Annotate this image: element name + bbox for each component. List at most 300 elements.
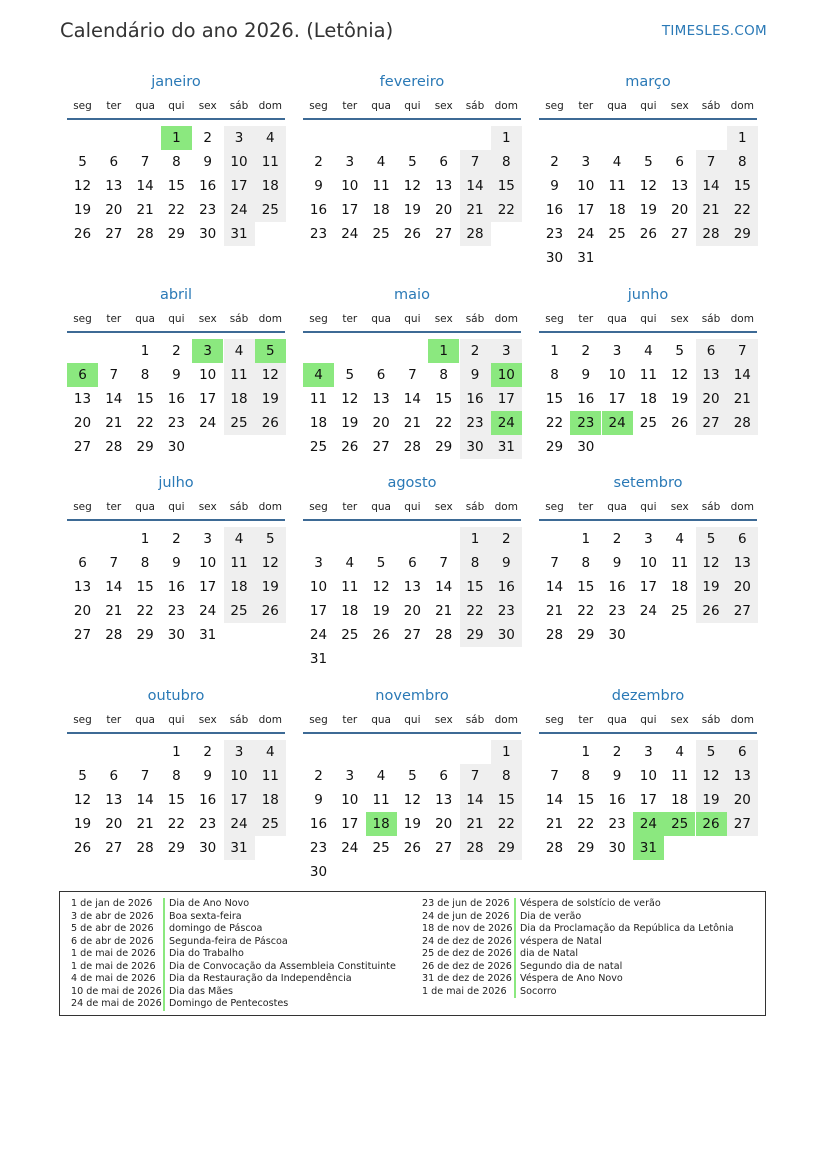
- day-cell[interactable]: 8: [550, 367, 559, 383]
- day-cell[interactable]: 15: [491, 788, 522, 812]
- day-cell[interactable]: 11: [372, 178, 390, 194]
- day-cell[interactable]: 1: [491, 740, 522, 764]
- day-cell[interactable]: 29: [577, 627, 595, 643]
- day-cell[interactable]: 20: [435, 816, 453, 832]
- day-cell[interactable]: 17: [224, 788, 255, 812]
- day-cell[interactable]: 13: [727, 551, 758, 575]
- day-cell[interactable]: 14: [136, 792, 154, 808]
- day-cell[interactable]: 8: [172, 154, 181, 170]
- day-cell[interactable]: 2: [172, 531, 181, 547]
- day-cell[interactable]: 4: [224, 339, 255, 363]
- day-cell[interactable]: 1: [581, 531, 591, 547]
- day-cell[interactable]: 26: [255, 411, 286, 435]
- day-cell[interactable]: 24: [199, 603, 217, 619]
- day-cell[interactable]: 4: [675, 531, 684, 547]
- day-cell[interactable]: 23: [167, 603, 185, 619]
- day-cell[interactable]: 29: [460, 623, 491, 647]
- day-cell[interactable]: 1: [581, 744, 591, 760]
- day-cell[interactable]: 10: [199, 367, 217, 383]
- day-cell[interactable]: 11: [372, 792, 390, 808]
- day-cell[interactable]: 24: [341, 840, 359, 856]
- day-cell[interactable]: 6: [408, 555, 417, 571]
- day-cell[interactable]: 23: [460, 411, 491, 435]
- day-cell[interactable]: 27: [105, 226, 123, 242]
- day-cell[interactable]: 17: [491, 387, 522, 411]
- day-cell[interactable]: 10: [341, 792, 359, 808]
- day-cell[interactable]: 4: [376, 154, 386, 170]
- day-cell[interactable]: 3: [345, 154, 355, 170]
- day-cell[interactable]: 12: [403, 178, 421, 194]
- day-cell[interactable]: 31: [309, 651, 328, 667]
- day-cell[interactable]: 12: [255, 551, 286, 575]
- day-cell[interactable]: 1: [727, 126, 758, 150]
- day-cell[interactable]: 27: [435, 226, 453, 242]
- day-cell[interactable]: 24: [309, 627, 328, 643]
- day-cell[interactable]: 29: [136, 627, 154, 643]
- day-cell[interactable]: 11: [224, 551, 255, 575]
- day-cell[interactable]: 7: [460, 150, 491, 174]
- day-cell[interactable]: 28: [136, 226, 154, 242]
- day-cell[interactable]: 2: [314, 154, 323, 170]
- day-cell[interactable]: 30: [199, 226, 217, 242]
- day-cell[interactable]: 5: [675, 343, 684, 359]
- day-cell[interactable]: 4: [224, 527, 255, 551]
- day-cell[interactable]: 3: [314, 555, 323, 571]
- day-cell[interactable]: 11: [255, 150, 286, 174]
- day-cell[interactable]: 27: [435, 840, 453, 856]
- day-cell[interactable]: 18: [224, 387, 255, 411]
- day-cell[interactable]: 16: [199, 178, 217, 194]
- day-cell[interactable]: 2: [203, 130, 212, 146]
- day-cell[interactable]: 20: [403, 603, 421, 619]
- day-cell[interactable]: 9: [172, 367, 181, 383]
- day-cell[interactable]: 14: [105, 579, 123, 595]
- day-cell[interactable]: 21: [435, 603, 453, 619]
- day-cell[interactable]: 4: [644, 343, 653, 359]
- day-cell[interactable]: 23: [570, 411, 601, 435]
- day-cell[interactable]: 10: [491, 363, 522, 387]
- day-cell[interactable]: 15: [727, 174, 758, 198]
- day-cell[interactable]: 13: [727, 764, 758, 788]
- day-cell[interactable]: 20: [73, 415, 92, 431]
- day-cell[interactable]: 25: [608, 226, 626, 242]
- day-cell[interactable]: 1: [140, 343, 150, 359]
- day-cell[interactable]: 15: [435, 391, 453, 407]
- day-cell[interactable]: 10: [341, 178, 359, 194]
- day-cell[interactable]: 8: [439, 367, 448, 383]
- day-cell[interactable]: 20: [727, 575, 758, 599]
- day-cell[interactable]: 20: [671, 202, 689, 218]
- day-cell[interactable]: 15: [577, 792, 595, 808]
- day-cell[interactable]: 12: [73, 178, 92, 194]
- day-cell[interactable]: 21: [460, 198, 491, 222]
- day-cell[interactable]: 15: [167, 792, 185, 808]
- day-cell[interactable]: 28: [105, 439, 123, 455]
- day-cell[interactable]: 20: [435, 202, 453, 218]
- day-cell[interactable]: 15: [491, 174, 522, 198]
- day-cell[interactable]: 3: [345, 768, 355, 784]
- day-cell[interactable]: 3: [203, 531, 212, 547]
- day-cell[interactable]: 21: [727, 387, 758, 411]
- day-cell[interactable]: 18: [671, 792, 689, 808]
- day-cell[interactable]: 21: [136, 202, 154, 218]
- day-cell[interactable]: 28: [727, 411, 758, 435]
- day-cell[interactable]: 16: [199, 792, 217, 808]
- day-cell[interactable]: 10: [224, 764, 255, 788]
- day-cell[interactable]: 20: [727, 788, 758, 812]
- day-cell[interactable]: 31: [224, 222, 255, 246]
- day-cell[interactable]: 9: [581, 367, 591, 383]
- day-cell[interactable]: 5: [78, 154, 87, 170]
- day-cell[interactable]: 14: [545, 579, 564, 595]
- day-cell[interactable]: 4: [303, 363, 334, 387]
- day-cell[interactable]: 28: [105, 627, 123, 643]
- day-cell[interactable]: 25: [639, 415, 657, 431]
- day-cell[interactable]: 22: [577, 816, 595, 832]
- day-cell[interactable]: 19: [372, 603, 390, 619]
- day-cell[interactable]: 26: [255, 599, 286, 623]
- day-cell[interactable]: 30: [577, 439, 595, 455]
- day-cell[interactable]: 31: [199, 627, 217, 643]
- day-cell[interactable]: 7: [140, 154, 150, 170]
- day-cell[interactable]: 21: [403, 415, 421, 431]
- day-cell[interactable]: 10: [224, 150, 255, 174]
- day-cell[interactable]: 26: [671, 415, 689, 431]
- day-cell[interactable]: 24: [224, 198, 255, 222]
- day-cell[interactable]: 9: [172, 555, 181, 571]
- day-cell[interactable]: 22: [727, 198, 758, 222]
- day-cell[interactable]: 24: [224, 812, 255, 836]
- day-cell[interactable]: 5: [696, 527, 727, 551]
- day-cell[interactable]: 16: [309, 816, 328, 832]
- day-cell[interactable]: 21: [545, 816, 564, 832]
- day-cell[interactable]: 14: [545, 792, 564, 808]
- day-cell[interactable]: 19: [255, 387, 286, 411]
- day-cell[interactable]: 28: [403, 439, 421, 455]
- day-cell[interactable]: 22: [167, 202, 185, 218]
- day-cell[interactable]: 27: [696, 411, 727, 435]
- day-cell[interactable]: 5: [255, 339, 286, 363]
- day-cell[interactable]: 19: [639, 202, 657, 218]
- day-cell[interactable]: 19: [341, 415, 359, 431]
- day-cell[interactable]: 23: [167, 415, 185, 431]
- day-cell[interactable]: 26: [73, 840, 92, 856]
- day-cell[interactable]: 14: [460, 174, 491, 198]
- day-cell[interactable]: 13: [73, 391, 92, 407]
- day-cell[interactable]: 23: [608, 816, 626, 832]
- day-cell[interactable]: 14: [696, 174, 727, 198]
- day-cell[interactable]: 28: [460, 836, 491, 860]
- day-cell[interactable]: 9: [314, 178, 323, 194]
- day-cell[interactable]: 11: [309, 391, 328, 407]
- day-cell[interactable]: 9: [550, 178, 559, 194]
- day-cell[interactable]: 27: [372, 439, 390, 455]
- day-cell[interactable]: 30: [608, 840, 626, 856]
- day-cell[interactable]: 16: [608, 792, 626, 808]
- day-cell[interactable]: 29: [167, 226, 185, 242]
- day-cell[interactable]: 26: [696, 599, 727, 623]
- day-cell[interactable]: 31: [491, 435, 522, 459]
- day-cell[interactable]: 11: [671, 768, 689, 784]
- day-cell[interactable]: 6: [696, 339, 727, 363]
- day-cell[interactable]: 28: [435, 627, 453, 643]
- day-cell[interactable]: 6: [727, 740, 758, 764]
- day-cell[interactable]: 8: [172, 768, 181, 784]
- day-cell[interactable]: 26: [73, 226, 92, 242]
- day-cell[interactable]: 6: [727, 527, 758, 551]
- day-cell[interactable]: 11: [608, 178, 626, 194]
- day-cell[interactable]: 21: [136, 816, 154, 832]
- brand-link[interactable]: TIMESLES.COM: [661, 23, 767, 39]
- day-cell[interactable]: 9: [491, 551, 522, 575]
- day-cell[interactable]: 5: [696, 740, 727, 764]
- day-cell[interactable]: 11: [639, 367, 657, 383]
- day-cell[interactable]: 23: [309, 840, 328, 856]
- day-cell[interactable]: 17: [577, 202, 595, 218]
- day-cell[interactable]: 2: [172, 343, 181, 359]
- day-cell[interactable]: 19: [73, 816, 92, 832]
- day-cell[interactable]: 20: [372, 415, 390, 431]
- day-cell[interactable]: 15: [577, 579, 595, 595]
- day-cell[interactable]: 19: [255, 575, 286, 599]
- day-cell[interactable]: 25: [224, 599, 255, 623]
- day-cell[interactable]: 8: [140, 367, 150, 383]
- day-cell[interactable]: 3: [224, 740, 255, 764]
- day-cell[interactable]: 6: [67, 363, 98, 387]
- day-cell[interactable]: 25: [341, 627, 359, 643]
- day-cell[interactable]: 16: [460, 387, 491, 411]
- day-cell[interactable]: 18: [639, 391, 657, 407]
- day-cell[interactable]: 5: [345, 367, 355, 383]
- day-cell[interactable]: 19: [73, 202, 92, 218]
- day-cell[interactable]: 5: [408, 154, 417, 170]
- day-cell[interactable]: 26: [372, 627, 390, 643]
- day-cell[interactable]: 28: [545, 840, 564, 856]
- day-cell[interactable]: 19: [403, 202, 421, 218]
- day-cell[interactable]: 8: [727, 150, 758, 174]
- day-cell[interactable]: 1: [428, 339, 459, 363]
- day-cell[interactable]: 2: [612, 744, 622, 760]
- day-cell[interactable]: 17: [639, 792, 657, 808]
- day-cell[interactable]: 9: [460, 363, 491, 387]
- day-cell[interactable]: 31: [577, 250, 595, 266]
- day-cell[interactable]: 23: [545, 226, 564, 242]
- day-cell[interactable]: 4: [376, 768, 386, 784]
- day-cell[interactable]: 11: [255, 764, 286, 788]
- day-cell[interactable]: 19: [696, 575, 727, 599]
- day-cell[interactable]: 2: [550, 154, 559, 170]
- day-cell[interactable]: 1: [140, 531, 150, 547]
- day-cell[interactable]: 30: [491, 623, 522, 647]
- day-cell[interactable]: 1: [550, 343, 559, 359]
- day-cell[interactable]: 25: [372, 840, 390, 856]
- day-cell[interactable]: 8: [581, 555, 591, 571]
- day-cell[interactable]: 28: [460, 222, 491, 246]
- day-cell[interactable]: 6: [376, 367, 386, 383]
- day-cell[interactable]: 27: [73, 627, 92, 643]
- day-cell[interactable]: 18: [255, 788, 286, 812]
- day-cell[interactable]: 24: [199, 415, 217, 431]
- day-cell[interactable]: 15: [136, 579, 154, 595]
- day-cell[interactable]: 7: [408, 367, 417, 383]
- day-cell[interactable]: 3: [581, 154, 591, 170]
- day-cell[interactable]: 2: [203, 744, 212, 760]
- day-cell[interactable]: 24: [577, 226, 595, 242]
- day-cell[interactable]: 20: [105, 816, 123, 832]
- day-cell[interactable]: 18: [608, 202, 626, 218]
- day-cell[interactable]: 8: [460, 551, 491, 575]
- day-cell[interactable]: 7: [140, 768, 150, 784]
- day-cell[interactable]: 12: [696, 551, 727, 575]
- day-cell[interactable]: 3: [644, 531, 653, 547]
- day-cell[interactable]: 10: [608, 367, 626, 383]
- day-cell[interactable]: 8: [140, 555, 150, 571]
- day-cell[interactable]: 22: [545, 415, 564, 431]
- day-cell[interactable]: 25: [664, 812, 695, 836]
- day-cell[interactable]: 3: [192, 339, 223, 363]
- day-cell[interactable]: 11: [224, 363, 255, 387]
- day-cell[interactable]: 1: [172, 744, 181, 760]
- day-cell[interactable]: 2: [491, 527, 522, 551]
- day-cell[interactable]: 14: [435, 579, 453, 595]
- day-cell[interactable]: 10: [639, 768, 657, 784]
- day-cell[interactable]: 7: [109, 555, 119, 571]
- day-cell[interactable]: 16: [608, 579, 626, 595]
- day-cell[interactable]: 16: [167, 391, 185, 407]
- day-cell[interactable]: 26: [403, 226, 421, 242]
- day-cell[interactable]: 13: [105, 178, 123, 194]
- day-cell[interactable]: 9: [612, 768, 622, 784]
- day-cell[interactable]: 30: [309, 864, 328, 880]
- day-cell[interactable]: 21: [545, 603, 564, 619]
- day-cell[interactable]: 13: [73, 579, 92, 595]
- day-cell[interactable]: 24: [639, 603, 657, 619]
- day-cell[interactable]: 22: [460, 599, 491, 623]
- day-cell[interactable]: 5: [78, 768, 87, 784]
- day-cell[interactable]: 10: [199, 555, 217, 571]
- day-cell[interactable]: 21: [460, 812, 491, 836]
- day-cell[interactable]: 5: [408, 768, 417, 784]
- day-cell[interactable]: 29: [136, 439, 154, 455]
- day-cell[interactable]: 20: [73, 603, 92, 619]
- day-cell[interactable]: 18: [224, 575, 255, 599]
- day-cell[interactable]: 17: [341, 202, 359, 218]
- day-cell[interactable]: 9: [203, 768, 212, 784]
- day-cell[interactable]: 19: [671, 391, 689, 407]
- day-cell[interactable]: 13: [671, 178, 689, 194]
- day-cell[interactable]: 3: [612, 343, 622, 359]
- day-cell[interactable]: 17: [341, 816, 359, 832]
- day-cell[interactable]: 24: [602, 411, 633, 435]
- day-cell[interactable]: 30: [167, 627, 185, 643]
- day-cell[interactable]: 27: [671, 226, 689, 242]
- day-cell[interactable]: 4: [675, 744, 684, 760]
- day-cell[interactable]: 22: [577, 603, 595, 619]
- day-cell[interactable]: 13: [435, 792, 453, 808]
- day-cell[interactable]: 5: [644, 154, 653, 170]
- day-cell[interactable]: 18: [341, 603, 359, 619]
- day-cell[interactable]: 19: [403, 816, 421, 832]
- day-cell[interactable]: 29: [167, 840, 185, 856]
- day-cell[interactable]: 21: [105, 415, 123, 431]
- day-cell[interactable]: 26: [403, 840, 421, 856]
- day-cell[interactable]: 23: [608, 603, 626, 619]
- day-cell[interactable]: 3: [644, 744, 653, 760]
- day-cell[interactable]: 13: [696, 363, 727, 387]
- day-cell[interactable]: 27: [403, 627, 421, 643]
- day-cell[interactable]: 7: [460, 764, 491, 788]
- day-cell[interactable]: 8: [491, 764, 522, 788]
- day-cell[interactable]: 29: [545, 439, 564, 455]
- day-cell[interactable]: 21: [696, 198, 727, 222]
- day-cell[interactable]: 30: [460, 435, 491, 459]
- day-cell[interactable]: 29: [727, 222, 758, 246]
- day-cell[interactable]: 28: [696, 222, 727, 246]
- day-cell[interactable]: 27: [105, 840, 123, 856]
- day-cell[interactable]: 14: [727, 363, 758, 387]
- day-cell[interactable]: 1: [460, 527, 491, 551]
- day-cell[interactable]: 30: [545, 250, 564, 266]
- day-cell[interactable]: 7: [109, 367, 119, 383]
- day-cell[interactable]: 23: [199, 202, 217, 218]
- day-cell[interactable]: 16: [577, 391, 595, 407]
- day-cell[interactable]: 20: [696, 387, 727, 411]
- day-cell[interactable]: 15: [167, 178, 185, 194]
- day-cell[interactable]: 14: [136, 178, 154, 194]
- day-cell[interactable]: 26: [639, 226, 657, 242]
- day-cell[interactable]: 12: [403, 792, 421, 808]
- day-cell[interactable]: 25: [224, 411, 255, 435]
- day-cell[interactable]: 14: [403, 391, 421, 407]
- day-cell[interactable]: 19: [696, 788, 727, 812]
- day-cell[interactable]: 18: [255, 174, 286, 198]
- day-cell[interactable]: 22: [491, 198, 522, 222]
- day-cell[interactable]: 9: [203, 154, 212, 170]
- day-cell[interactable]: 27: [73, 439, 92, 455]
- day-cell[interactable]: 17: [224, 174, 255, 198]
- day-cell[interactable]: 8: [491, 150, 522, 174]
- day-cell[interactable]: 21: [105, 603, 123, 619]
- day-cell[interactable]: 22: [136, 603, 154, 619]
- day-cell[interactable]: 18: [372, 202, 390, 218]
- day-cell[interactable]: 25: [309, 439, 328, 455]
- day-cell[interactable]: 16: [545, 202, 564, 218]
- day-cell[interactable]: 2: [581, 343, 591, 359]
- day-cell[interactable]: 4: [255, 126, 286, 150]
- day-cell[interactable]: 12: [639, 178, 657, 194]
- day-cell[interactable]: 2: [460, 339, 491, 363]
- day-cell[interactable]: 15: [545, 391, 564, 407]
- day-cell[interactable]: 24: [341, 226, 359, 242]
- day-cell[interactable]: 22: [136, 415, 154, 431]
- day-cell[interactable]: 3: [224, 126, 255, 150]
- day-cell[interactable]: 10: [639, 555, 657, 571]
- day-cell[interactable]: 12: [372, 579, 390, 595]
- day-cell[interactable]: 2: [612, 531, 622, 547]
- day-cell[interactable]: 1: [161, 126, 192, 150]
- day-cell[interactable]: 13: [403, 579, 421, 595]
- day-cell[interactable]: 29: [435, 439, 453, 455]
- day-cell[interactable]: 17: [309, 603, 328, 619]
- day-cell[interactable]: 9: [314, 792, 323, 808]
- day-cell[interactable]: 6: [109, 154, 119, 170]
- day-cell[interactable]: 2: [314, 768, 323, 784]
- day-cell[interactable]: 7: [550, 768, 559, 784]
- day-cell[interactable]: 26: [696, 812, 727, 836]
- day-cell[interactable]: 17: [199, 391, 217, 407]
- day-cell[interactable]: 30: [167, 439, 185, 455]
- day-cell[interactable]: 31: [224, 836, 255, 860]
